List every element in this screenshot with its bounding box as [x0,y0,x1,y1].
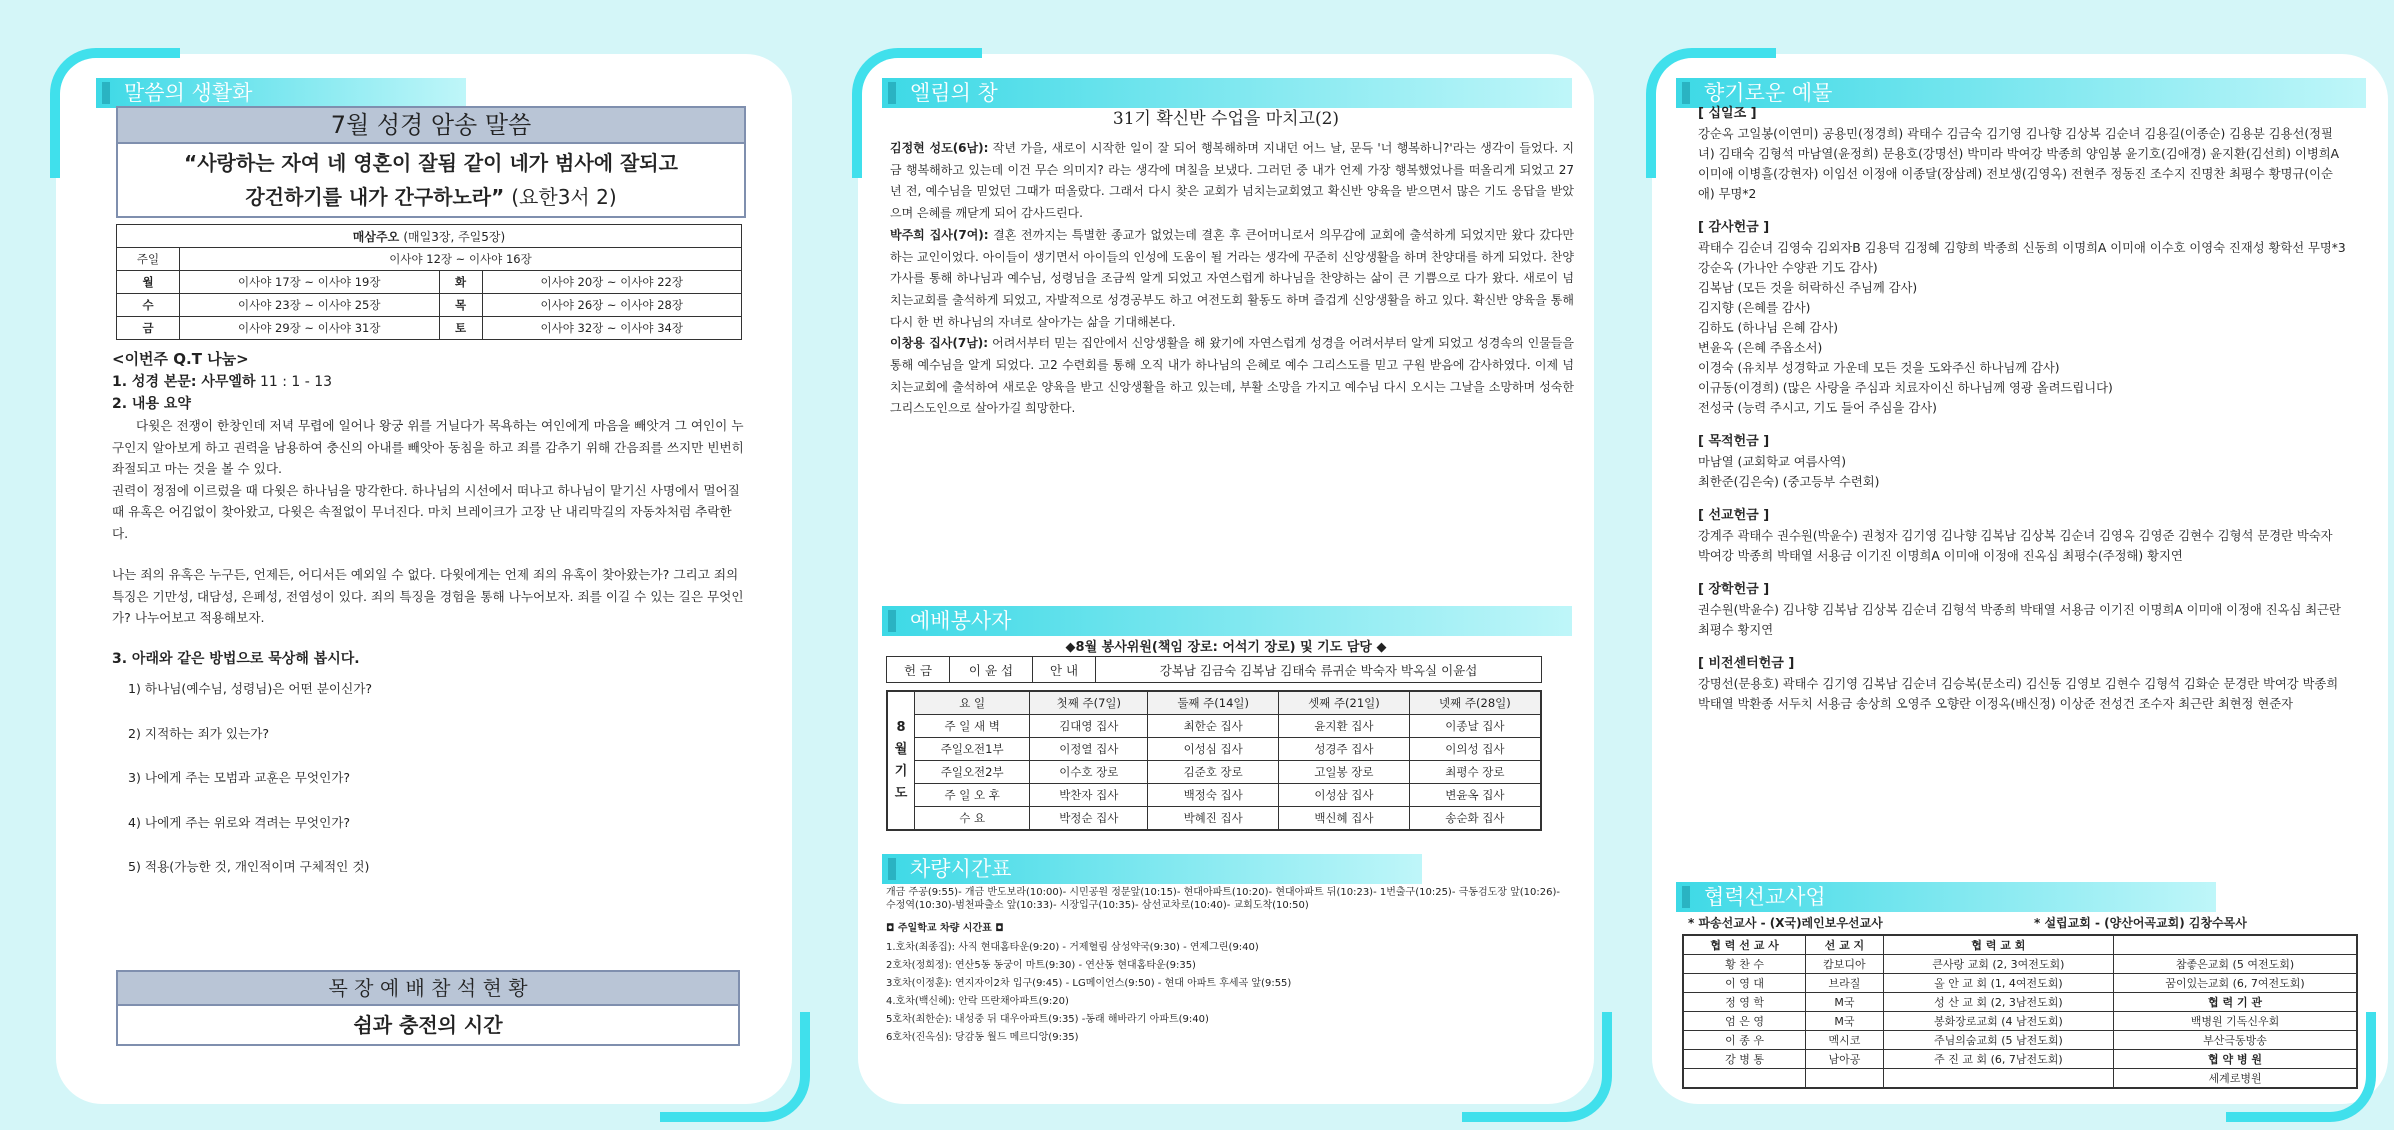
testimony-body: 어려서부터 믿는 집안에서 신앙생활을 해 왔기에 자연스럽게 성경을 어려서부터 알게 되었고 성경속의 인물들을 통해 예수님을 알게 되었다. 고2 수련회를 통해 오직 내가 하나님의 은혜로 예수 그리스도를 믿고 구원 받음에 감사하였다. 이제 넘치는교회에 출석하여 새로운 양육을 받고 신앙생활을 하고 있는데, 부활 소망을 가지고 예수님 다시 오시는 그날을 소망하며 성숙한 그리스도인으로 살아가길 희망한다. [890,336,1574,416]
schedule-cell: 변윤옥 집사 [1409,784,1541,807]
qt1-ref: 11 : 1 - 13 [259,374,333,390]
memory-verse-line1: “사랑하는 자여 네 영혼이 잘됨 같이 네가 범사에 잘되고 [184,151,678,175]
mission-cell: 황 찬 수 [1683,955,1806,974]
panel-offerings [1652,54,2388,1104]
reading-day: 월 [117,271,180,294]
reading-range: 이사야 20장 ~ 이사야 22장 [482,271,742,294]
reading-range: 이사야 29장 ~ 이사야 31장 [180,317,440,340]
offering-group [1698,432,2348,492]
mission-cell: 백병원 기독신우회 [2114,1012,2357,1031]
mission-cell: M국 [1806,993,1884,1012]
schedule-cell: 이정열 집사 [1030,738,1148,761]
mission-cell: 협 약 병 원 [2114,1050,2357,1069]
month-label: 8 월 기 도 [887,691,915,830]
reading-title: 매삼주오 [352,229,400,244]
testimony-body: 작년 가을, 새로이 시작한 일이 잘 되어 행복해하며 지내던 어느 날, 문득 '너 행복하니?'라는 생각이 들었다. 지금 행복해하고 있는데 이건 무슨 의미지? 라는 생각에 며칠을 보냈다. 그러던 중 내가 언제 가장 행복했었나를 떠올리게 되었고 27년 전, 예수님을 믿었던 그때가 떠올랐다. 그래서 다시 찾은 교회가 넘치는교회였고 확신반 양육을 받으면서 많은 기도 응답을 받았으며 은혜를 깨닫게 되어 감사드린다. [890,141,1574,221]
offering-line: 이경숙 (유치부 성경학교 가운데 모든 것을 도와주신 하나님께 감사) [1698,361,2060,375]
mission-header: 선 교 지 [1806,935,1884,955]
mission-right: * 설립교회 - (양산어곡교회) 김창수목사 [2034,916,2247,930]
reading-range: 이사야 26장 ~ 이사야 28장 [482,294,742,317]
offerings-list [1698,104,2348,714]
schedule-cell: 이종날 집사 [1409,715,1541,738]
panel-word-life [56,54,792,1104]
testimony-name: 이창용 집사(7남): [890,336,989,351]
section-header-bus-schedule: 차량시간표 [882,854,1422,884]
reading-day: 금 [117,317,180,340]
duty-table [886,656,1542,683]
mission-header [2114,935,2357,955]
testimony-name: 박주희 집사(7여): [890,227,989,242]
meditation-question: 4) 나에게 주는 위로와 격려는 무엇인가? [128,814,351,830]
duty-cell: 강복남 김금숙 김복남 김태숙 류귀순 박숙자 박옥실 이윤섭 [1096,657,1542,683]
offering-title: [ 장학헌금 ] [1698,582,1770,597]
mission-cell: 성 산 교 회 (2, 3남전도회) [1883,993,2113,1012]
bus-line: 4.호차(백신혜): 안락 뜨란채아파트(9:20) [886,996,1069,1007]
service-schedule-table [886,690,1542,831]
offering-line: 권수원(박윤수) 김나향 김복남 김상복 김순녀 김형석 박종희 박태열 서용금 이기진 이명희A 이미애 이정애 진옥심 최근란 최평수 황지연 [1698,603,2341,637]
section-header-word-life: 말씀의 생활화 [96,78,466,108]
reading-day: 화 [439,271,482,294]
section-header-offerings: 향기로운 예물 [1676,78,2366,108]
reading-range: 이사야 32장 ~ 이사야 34장 [482,317,742,340]
mission-header: 협 력 선 교 사 [1683,935,1806,955]
section-header-mission: 협력선교사업 [1676,882,2216,912]
offering-group [1698,654,2348,714]
schedule-header: 첫째 주(7일) [1030,691,1148,715]
schedule-cell: 윤지환 집사 [1279,715,1410,738]
meditation-question: 5) 적용(가능한 것, 개인적이며 구체적인 것) [128,859,370,874]
corner-accent [852,48,982,178]
schedule-cell: 최한순 집사 [1148,715,1279,738]
mission-cell: 이 영 대 [1683,974,1806,993]
mission-cell [1683,1069,1806,1089]
memory-verse-ref: (요한3서 2) [511,185,617,209]
reading-range: 이사야 23장 ~ 이사야 25장 [180,294,440,317]
corner-accent [1646,48,1776,178]
offering-title: [ 목적헌금 ] [1698,434,1770,449]
qt-section [112,346,746,878]
schedule-cell: 박정순 집사 [1030,807,1148,831]
mission-cell: 봉화장로교회 (4 남전도회) [1883,1012,2113,1031]
offering-line: 김하도 (하나님 은혜 감사) [1698,321,1839,335]
qt1-label: 1. 성경 본문: 사무엘하 [112,374,256,390]
mission-cell: 협 력 기 관 [2114,993,2357,1012]
offering-group [1698,218,2348,418]
schedule-cell: 주 일 오 후 [915,784,1030,807]
schedule-cell: 주 일 새 벽 [915,715,1030,738]
offering-title: [ 감사헌금 ] [1698,220,1770,235]
schedule-cell: 주일오전1부 [915,738,1030,761]
attendance-title: 목 장 예 배 참 석 현 황 [118,972,738,1006]
corner-accent [660,1012,810,1122]
bus-line: 6호차(진옥심): 당감동 월드 메르디앙(9:35) [886,1032,1079,1043]
mission-cell [1883,1069,2113,1089]
bus-line: 5호차(최한순): 내성중 뒤 대우아파트(9:35) -동래 해바라기 아파트(9:40) [886,1014,1209,1025]
reading-range: 이사야 12장 ~ 이사야 16장 [180,248,742,271]
offering-line: 강계주 곽태수 권수원(박윤수) 권청자 김기영 김나향 김복남 김상복 김순녀 김영옥 김영준 김현수 김형석 문경란 박숙자 박여강 박종희 박태열 서용금 이기진 이명희A 이미애 이정애 진옥심 최평수(주정해) 황지연 [1698,529,2333,563]
schedule-cell: 김대영 집사 [1030,715,1148,738]
schedule-cell: 백정숙 집사 [1148,784,1279,807]
mission-cell: 이 종 우 [1683,1031,1806,1050]
reading-day: 목 [439,294,482,317]
bus-route-adult: 개금 주공(9:55)- 개금 반도보라(10:00)- 시민공원 정문앞(10:15)- 현대아파트(10:20)- 현대아파트 뒤(10:23)- 1번출구(10:25)- 극동검도장 앞(10:26)- 수정역(10:30)-범천파출소 앞(10:33)- 시장입구(10:35)- 삼선교차로(10:40)- 교회도착(10:50) [886,887,1560,911]
meditation-title: 3. 아래와 같은 방법으로 묵상해 봅시다. [112,650,360,667]
section-header-elim: 엘림의 창 [882,78,1572,108]
reading-day: 수 [117,294,180,317]
meditation-question: 3) 나에게 주는 모범과 교훈은 무엇인가? [128,770,351,785]
mission-cell: 캄보디아 [1806,955,1884,974]
mission-cell: 멕시코 [1806,1031,1884,1050]
schedule-cell: 이성심 집사 [1148,738,1279,761]
offering-title: [ 십일조 ] [1698,106,1757,121]
offering-line: 이규동(이경희) (많은 사랑을 주심과 치료자이신 하나님께 영광 올려드립니다) [1698,381,2113,395]
duty-cell: 헌 금 [887,657,950,683]
schedule-cell: 성경주 집사 [1279,738,1410,761]
schedule-header: 요 일 [915,691,1030,715]
mission-cell: 부산극동방송 [2114,1031,2357,1050]
offering-group [1698,104,2348,204]
schedule-header: 둘째 주(14일) [1148,691,1279,715]
duty-cell: 안 내 [1033,657,1096,683]
meditation-question: 1) 하나님(예수님, 성령님)은 어떤 분이신가? [128,681,373,696]
mission-cell: 브라질 [1806,974,1884,993]
mission-left: * 파송선교사 - (X국)레인보우선교사 [1688,916,1883,930]
mission-cell: M국 [1806,1012,1884,1031]
mission-cell: 남아공 [1806,1050,1884,1069]
schedule-cell: 이의성 집사 [1409,738,1541,761]
panel-elim [858,54,1594,1104]
offering-line: 김복남 (모든 것을 허락하신 주님께 감사) [1698,281,1918,295]
offering-group [1698,580,2348,640]
offering-line: 강명선(문용호) 곽태수 김기영 김복남 김순녀 김승복(문소리) 김신동 김영보 김현수 김형석 김화순 문경란 박여강 박종희 박태열 박환종 서두치 서용금 송상희 오영주 오향란 이정옥(배신정) 이상준 전성건 조수자 최근란 최현정 현준자 [1698,677,2339,711]
offering-line: 최한준(김은숙) (중고등부 수련회) [1698,475,1880,489]
reading-day: 주일 [117,248,180,271]
offering-line: 강순옥 고일봉(이연미) 공용민(정경희) 곽태수 김금숙 김기영 김나향 김상복 김순녀 김용길(이종순) 김용분 김용선(정필녀) 김태숙 김형석 마남열(윤정희) 문용호(강명선) 박미라 박여강 박종희 양임봉 윤기호(김애경) 윤지환(김선희) 이병희A 이미애 이병흘(강현자) 이임선 이정애 이종달(장삼례) 전보생(김영옥) 전현주 정동진 조수지 진명찬 최평수 황명규(이순애) 무명*2 [1698,127,2340,201]
mission-cell: 큰사랑 교회 (2, 3여전도회) [1883,955,2113,974]
schedule-cell: 송순화 집사 [1409,807,1541,831]
bus-line: 1.호차(최종집): 사직 현대홈타운(9:20) - 거제혈림 삼성약국(9:30) - 연제그린(9:40) [886,942,1259,953]
corner-accent [50,48,180,178]
mission-cell: 참좋은교회 (5 여전도회) [2114,955,2357,974]
reading-day: 토 [439,317,482,340]
corner-accent [2226,1012,2376,1122]
schedule-header: 셋째 주(21일) [1279,691,1410,715]
bus-line: 2호차(정희정): 연산5동 동궁이 마트(9:30) - 연산동 현대홈타운(9:35) [886,960,1196,971]
meditation-question: 2) 지적하는 죄가 있는가? [128,725,270,741]
offering-line: 강순옥 (가나안 수양관 기도 감사) [1698,261,1878,275]
schedule-cell: 박찬자 집사 [1030,784,1148,807]
offering-line: 변윤옥 (은혜 주옵소서) [1698,341,1823,355]
qt-para2: 권력이 정점에 이르렀을 때 다윗은 하나님을 망각한다. 하나님의 시선에서 떠나고 하나님이 맡기신 사명에서 멀어질 때 유혹은 어김없이 찾아왔고, 다윗은 속절없이 무너진다. 마치 브레이크가 고장 난 내리막길의 자동차처럼 추락한다. [112,482,740,541]
testimony-name: 김정현 성도(6남): [890,141,989,155]
schedule-cell: 박혜진 집사 [1148,807,1279,831]
schedule-cell: 최평수 장로 [1409,761,1541,784]
bus-line: 3호차(이정훈): 연지자이2차 입구(9:45) - LG메이언스(9:50) - 현대 아파트 후세곡 앞(9:55) [886,978,1292,989]
mission-cell: 주님의숨교회 (5 남전도회) [1883,1031,2113,1050]
offering-title: [ 선교헌금 ] [1698,508,1770,523]
qt2-label: 2. 내용 요약 [112,395,191,412]
offering-group [1698,506,2348,566]
duty-title: ◆8월 봉사위원(책임 장로: 어석기 장로) 및 기도 담당 ◆ [1065,640,1387,655]
schedule-cell: 백신혜 집사 [1279,807,1410,831]
schedule-cell: 이성삼 집사 [1279,784,1410,807]
qt-para1: 다윗은 전쟁이 한창인데 저녁 무렵에 일어나 왕궁 위를 거닐다가 목욕하는 여인에게 마음을 빼앗겨 그 여인이 누구인지 알아보게 하고 권력을 남용하여 충신의 아내를 빼앗아 동침을 하고 죄를 감추기 위해 간음죄를 쓰지만 빈번히 좌절되고 마는 것을 볼 수 있다. [112,418,744,476]
attendance-subtitle: 쉼과 충전의 시간 [353,1013,503,1037]
memory-verse-box [116,106,746,218]
schedule-cell: 주일오전2부 [915,761,1030,784]
corner-accent [1462,1012,1612,1122]
mission-cell: 꿈이있는교회 (6, 7여전도회) [2114,974,2357,993]
schedule-cell: 수 요 [915,807,1030,831]
memory-verse-title: 7월 성경 암송 말씀 [118,108,744,144]
section-header-worship-volunteers: 예배봉사자 [882,606,1572,636]
schedule-cell: 이수호 장로 [1030,761,1148,784]
mission-cell: 세계로병원 [2114,1069,2357,1089]
mission-cell [1806,1069,1884,1089]
bus-sub-title: ◘ 주일학교 차량 시간표 ◘ [886,923,1004,934]
offering-line: 마남열 (교회학교 여름사역) [1698,455,1847,469]
bible-reading-table [116,224,742,340]
mission-cell: 올 안 교 회 (1, 4여전도회) [1883,974,2113,993]
offering-line: 김지향 (은혜를 감사) [1698,301,1811,315]
offering-title: [ 비전센터헌금 ] [1698,656,1795,671]
mission-cell: 주 진 교 회 (6, 7남전도회) [1883,1050,2113,1069]
schedule-cell: 고일봉 장로 [1279,761,1410,784]
mission-cell: 강 병 통 [1683,1050,1806,1069]
schedule-cell: 김준호 장로 [1148,761,1279,784]
attendance-box [116,970,740,1046]
schedule-header: 넷째 주(28일) [1409,691,1541,715]
mission-cell: 엄 은 영 [1683,1012,1806,1031]
offering-line: 전성국 (능력 주시고, 기도 들어 주심을 감사) [1698,401,1937,415]
testimonies [890,138,1574,420]
qt-para3: 나는 죄의 유혹은 누구든, 언제든, 어디서든 예외일 수 없다. 다윗에게는 언제 죄의 유혹이 찾아왔는가? 그리고 죄의 특징은 기만성, 대담성, 은폐성, 전염성이 있다. 죄의 특징을 경험을 통해 나누어보자. 죄를 이길 수 있는 길은 무엇인가? 나누어보고 적용해보자. [112,567,744,625]
qt-title: <이번주 Q.T 나눔> [112,350,249,368]
memory-verse-line2: 강건하기를 내가 간구하노라” [245,185,505,209]
mission-header: 협 력 교 회 [1883,935,2113,955]
reading-range: 이사야 17장 ~ 이사야 19장 [180,271,440,294]
testimony-body: 결혼 전까지는 특별한 종교가 없었는데 결혼 후 큰어머니로서 의무감에 교회에 출석하게 되었지만 왔다 갔다만 하는 교인이었다. 아이들이 생기면서 아이들의 인성에 도움이 될 거라는 생각에 꾸준히 신앙생활을 하며 찬양대를 하게 되었다. 찬양 가사를 통해 하나님과 예수님, 성령님을 조금씩 알게 되었고 자연스럽게 하나님을 찬양하는 삶이 큰 기쁨으로 다가 왔다. 새로이 넘치는교회를 출석하게 되었고, 자발적으로 성경공부도 하고 여전도회 활동도 하며 즐겁게 신앙생활을 하고 있다. 확신반 양육을 통해 다시 한 번 하나님의 자녀로 살아가는 삶을 기대해본다. [890,227,1574,329]
reading-title-note: (매일3장, 주일5장) [403,229,506,244]
duty-cell: 이 윤 섭 [950,657,1033,683]
offering-line: 곽태수 김순녀 김영숙 김외자B 김용덕 김정혜 김향희 박종희 신동희 이명희A 이미애 이수호 이영숙 진재성 황학선 무명*3 [1698,241,2346,255]
mission-cell: 정 영 학 [1683,993,1806,1012]
article-title: 31기 확신반 수업을 마치고(2) [1112,109,1340,129]
